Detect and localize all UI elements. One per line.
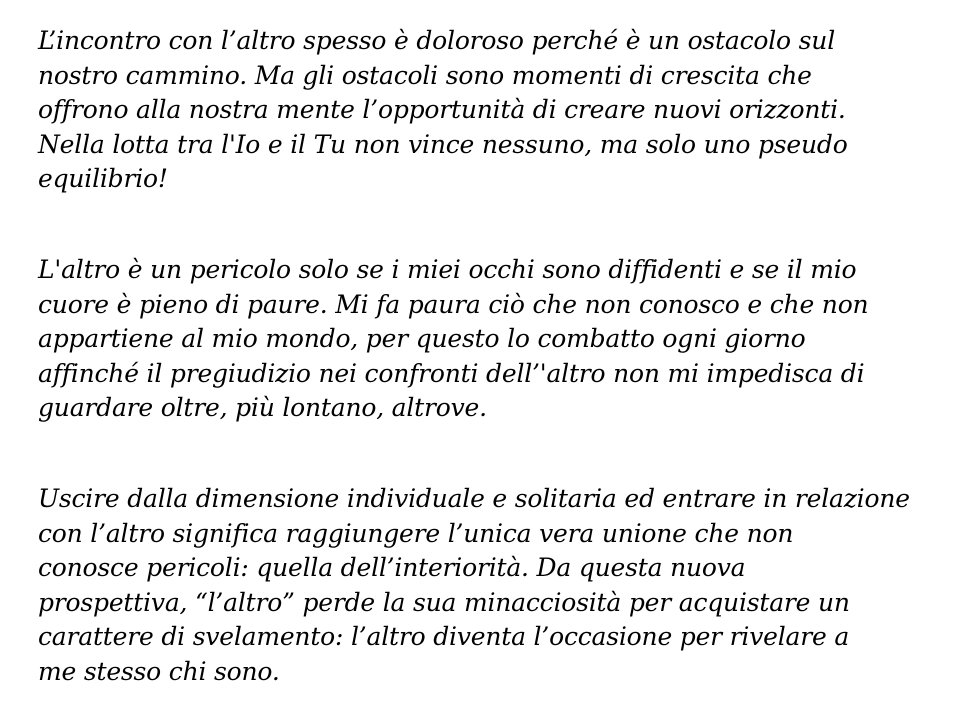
paragraph-line: equilibrio! (38, 164, 168, 193)
paragraph-line: appartiene al mio mondo, per questo lo combatto ogni giorno (38, 324, 806, 353)
paragraph-line: offrono alla nostra mente l’opportunità di creare nuovi orizzonti. (38, 95, 846, 124)
paragraph-line: nostro cammino. Ma gli ostacoli sono momenti di crescita che (38, 60, 812, 90)
paragraph-line: L'altro è un pericolo solo se i miei occhi sono diffidenti e se il mio (38, 255, 857, 284)
paragraph-line: prospettiva, “l’altro” perde la sua minacciosità per acquistare un (38, 587, 850, 617)
paragraph-line: affinché il pregiudizio nei confronti dell’'altro non mi impedisca di (38, 358, 865, 388)
paragraph-line: guardare oltre, più lontano, altrove. (38, 393, 487, 422)
paragraph-line: L’incontro con l’altro spesso è doloroso perché è un ostacolo sul (38, 26, 835, 55)
paragraph-2 (38, 253, 969, 426)
paragraph-line: Nella lotta tra l'Io e il Tu non vince nessuno, ma solo uno pseudo (38, 129, 848, 159)
paragraph-line: Uscire dalla dimensione individuale e solitaria ed entrare in relazione (38, 484, 910, 513)
paragraph-line: con l’altro significa raggiungere l’unica vera unione che non (38, 518, 794, 548)
paragraph-1 (38, 24, 969, 197)
paragraph-line: cuore è pieno di paure. Mi fa paura ciò che non conosco e che non (38, 289, 869, 319)
paragraph-line: me stesso chi sono. (38, 656, 280, 686)
paragraph-3 (38, 482, 969, 689)
paragraph-line: conosce pericoli: quella dell’interiorità. Da questa nuova (38, 553, 746, 582)
paragraph-line: carattere di svelamento: l’altro diventa l’occasione per rivelare a (38, 622, 850, 651)
